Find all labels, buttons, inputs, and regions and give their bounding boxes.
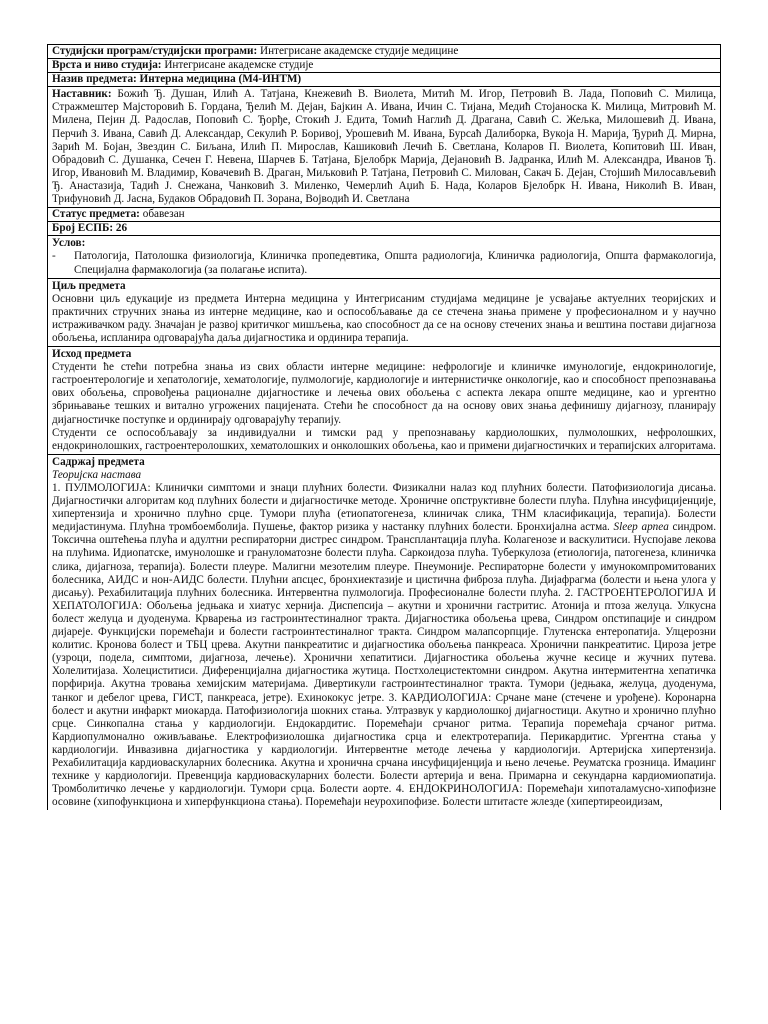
outcome-paragraph-1: Студенти ће стећи потребна знања из свих области интерне медицине: нефрологије и клиничке имунологије, ендокринологије, гастроентерологије и хепатологије, хематологије, пулмологије, кардиологије и интернистичке онкологије, као и способност препознавања ових обољења, спровођења рационалне дијагностике и лечења ових обољења с аспекта лекара опште медицине, као и ургентно збрињавање тешких и витално угрожених пацијената. Стећи ће способност да на основу ових знања дефинишу дијагнозу, планирају дијагностичке поступке и ординирају одговарајућу терапију.: [52, 361, 716, 426]
program-label: Студијски програм/студијски програми:: [52, 45, 258, 57]
teachers-row: [48, 87, 720, 208]
teachers-label: Наставник:: [52, 88, 112, 101]
content-subheading: Теоријска настава: [52, 468, 142, 481]
outcome-paragraph-2: Студенти се оспособљавају за индивидуални и тимски рад у препознавању кардиолошких, пулмолошких, нефролошких, ендокринолошких, гастроентеролошких, хематолошких и онколошких обољења, као и примени дијагностичких и терапијских алгоритама.: [52, 426, 716, 452]
goal-text: Основни циљ едукације из предмета Интерна медицина у Интегрисаним студијама медицине је усвајање актуелних теоријских и практичних стручних знања из интерне медицине, као и оспособљавање да се стечена знања примене у професионалном и у научно истраживачком раду. Значајан је развој критичког мишљења, као способност да се на основу стечених знања и вештина постави дијагноза обољења, испланира одговарајућа даља дијагностика и ординира терапија.: [52, 292, 716, 344]
espb-label: Број ЕСПБ: 26: [52, 222, 128, 235]
status-value: обавезан: [139, 208, 185, 221]
subject-row: [48, 73, 720, 87]
goal-label: Циљ предмета: [52, 279, 126, 292]
level-label: Врста и ниво студија:: [52, 59, 162, 72]
level-row: [48, 59, 720, 73]
condition-list-item: [52, 250, 716, 276]
condition-dash: -: [52, 250, 56, 263]
outcome-label: Исход предмета: [52, 348, 132, 361]
condition-label: Услов:: [52, 237, 86, 250]
content-text-part-b: синдром. Токсична оштећења плућа и адултни респираторни дистрес синдром. Трансплантација плућа. Колагенозе и васкулитиси. Нуспојаве лекова на плућима. Идиопатске, имунолошке и грануломатозне болести плућа. Саркоидоза плућа. Туберкулоза (етиологија, патогенеза, клиничка слика, дијагноза, терапија). Болести плеуре. Малигни мезотелим плеуре. Пнеумоније. Респираторне болести у имунокомпромитованих болесника, АИДС и нон-АИДС болести. Плућни апсцес, бронхиектазије и цистична фиброза плућа. Дијафрагма (болести и њена улога у дисању). Рехабилитација плућних болесника. Интервентна пулмологија. Професионалне болести плућа. 2. ГАСТРОЕНТЕРОЛОГИЈА И ХЕПАТОЛОГИЈА: Обољења једњака и хиатус хернија. Диспепсија – акутни и хронични гастритис. Атонија и птоза желуца. Улкусна болест желуца и дуоденума. Крварења из гастроинтестиналног тракта. Дијагностика обољења црева, Синдром опстипације и синдром дијареје. Функцијски поремећаји и болести гастроинтестиналног тракта. Синдром малапсорпције. Глутенска ентеропатија. Улцерозни колитис. Кронова болест и ТБЦ црева. Акутни панкреатитис и дијагностика обољења панкреаса. Хронични панкреатитис. Цироза јетре (узроци, подела, симптоми, дијагноза, лечење). Хронични хепатитиси. Дијагностика обољења жучне кесице и жучних путева. Холелитијаза. Холециститиси. Диференцијална дијагностика жутица. Постхолецистектомни синдром. Акутна интермитентна хепатичка порфирија. Акутна тровања хемијским материјама. Дивертикули гастроинтестиналног тракта. Тумори (једњака, желуца, дуоденума, танког и дебелог црева, ГИСТ, панкреаса, јетре). Ехинококус јетре. 3. КАРДИОЛОГИЈА: Срчане мане (стечене и урођене). Коронарна болест и акутни инфаркт миокарда. Патофизиологија шокних стања. Ултразвук у кардиолошкој дијагностици. Акутно и хронично плућно срце. Синкопална стања у кардиологији. Ендокардитис. Поремећаји срчаног ритма. Терапија поремећаја срчаног ритма. Кардиопулмонално оживљавање. Електрофизиолошка дијагностика срца и електротерапија. Перикардитис. Ургентна стања у кардиологији. Инвазивна дијагностика у кардиологији. Интервентне методе лечења у кардиологији. Артеријска хипертензија. Рехабилитација кардиоваскуларних болесника. Акутна и хронична срчана инсуфицијенција и њено лечење. Реуматска грозница. Имаџинг технике у кардиологији. Превенција кардиоваскуларних болести. Болести артерија и вена. Примарна и секундарна кардиомиопатија. Тромболитичко лечење у кардиологији. Тумори срца. Болести аорте. 4. ЕНДОКРИНОЛОГИЈА: Поремећаји хипоталамусно-хипофизне осовине (хипофункциона и хиперфункциона стања). Поремећаји неурохипофизе. Болести штитасте жлезде (хипертиреоидизам,: [52, 521, 717, 809]
condition-row: [48, 236, 720, 278]
content-text: [52, 482, 716, 809]
content-label: Садржај предмета: [52, 455, 145, 468]
syllabus-table: [47, 44, 721, 810]
program-row: [48, 45, 720, 59]
condition-value: Патологија, Патолошка физиологија, Клиничка пропедевтика, Општа радиологија, Клиничка радиологија, Општа фармакологија, Специјална фармакологија (за полагање испита).: [74, 250, 716, 276]
outcome-row: [48, 347, 720, 455]
content-text-italic: Sleep apnea: [613, 521, 669, 534]
content-row: [48, 455, 720, 811]
goal-row: [48, 279, 720, 347]
content-text-part-a: 1. ПУЛМОЛОГИЈА: Клинички симптоми и знаци плућних болести. Физикални налаз код плућних болести. Патофизиологија дисања. Дијагностички алгоритам код плућних болести и дијагностичке методе. Хроничне опструктивне болести плућа. Плућна инсуфицијенције, хипертензија и хронично плућно срце. Тумори плућа (етиопатогенеза, клиничак слика, ТНМ класификација, терапија). Болести медијастинума. Плућна тромбоемболија. Пушење, фактор ризика у настанку плућних болести. Бронхијална астма.: [52, 482, 716, 534]
espb-row: [48, 222, 720, 236]
status-label: Статус предмета:: [52, 208, 140, 221]
program-value: Интегрисане академске студије медицине: [257, 45, 459, 57]
status-row: [48, 208, 720, 222]
level-value: Интегрисане академске студије: [161, 59, 314, 72]
teachers-value: Божић Ђ. Душан, Илић А. Татјана, Кнежевић В. Виолета, Митић М. Игор, Петровић В. Лада, Поповић С. Милица, Стражмештер Мајсторовић Б. Гордана, Ђелић М. Дејан, Бајкин А. Ивана, Ичин С. Тијана, Медић Стојаноска К. Милица, Митровић М. Милена, Пејин Д. Радослав, Поповић С. Ђорђе, Стокић Ј. Едита, Томић Наглић Д. Драгана, Савић С. Жељка, Милошевић Д. Ивана, Перчић З. Ивана, Савић Д. Александар, Секулић Р. Боривој, Урошевић М. Ивана, Бурсаћ Далиборка, Вукоја Н. Марија, Ђурић Д. Мирна, Зарић М. Бојан, Звездин С. Биљана, Илић П. Мирослав, Кашиковић Лечић Б. Светлана, Коларов П. Виолета, Копитовић Ш. Иван, Обрадовић С. Душанка, Сечен Г. Невена, Шарчев Б. Татјана, Бјелобрк Марија, Дејановић В. Јадранка, Илић М. Александра, Иванов Ђ. Игор, Ивановић М. Владимир, Ковачевић В. Драган, Миљковић Р. Татјана, Петровић С. Милован, Сакач Б. Дејан, Стојшић Милосављевић Ђ. Анастазија, Тадић Ј. Снежана, Чанковић З. Миленко, Чемерлић Аџић Б. Нада, Коларов Бјелобрк Н. Ивана, Николић В. Иван, Трифуновић Д. Јасна, Будаков Обрадовић П. Зорана, Војводић И. Светлана: [52, 88, 716, 206]
subject-label: Назив предмета: Интерна медицина (М4-ИНТМ): [52, 73, 302, 86]
